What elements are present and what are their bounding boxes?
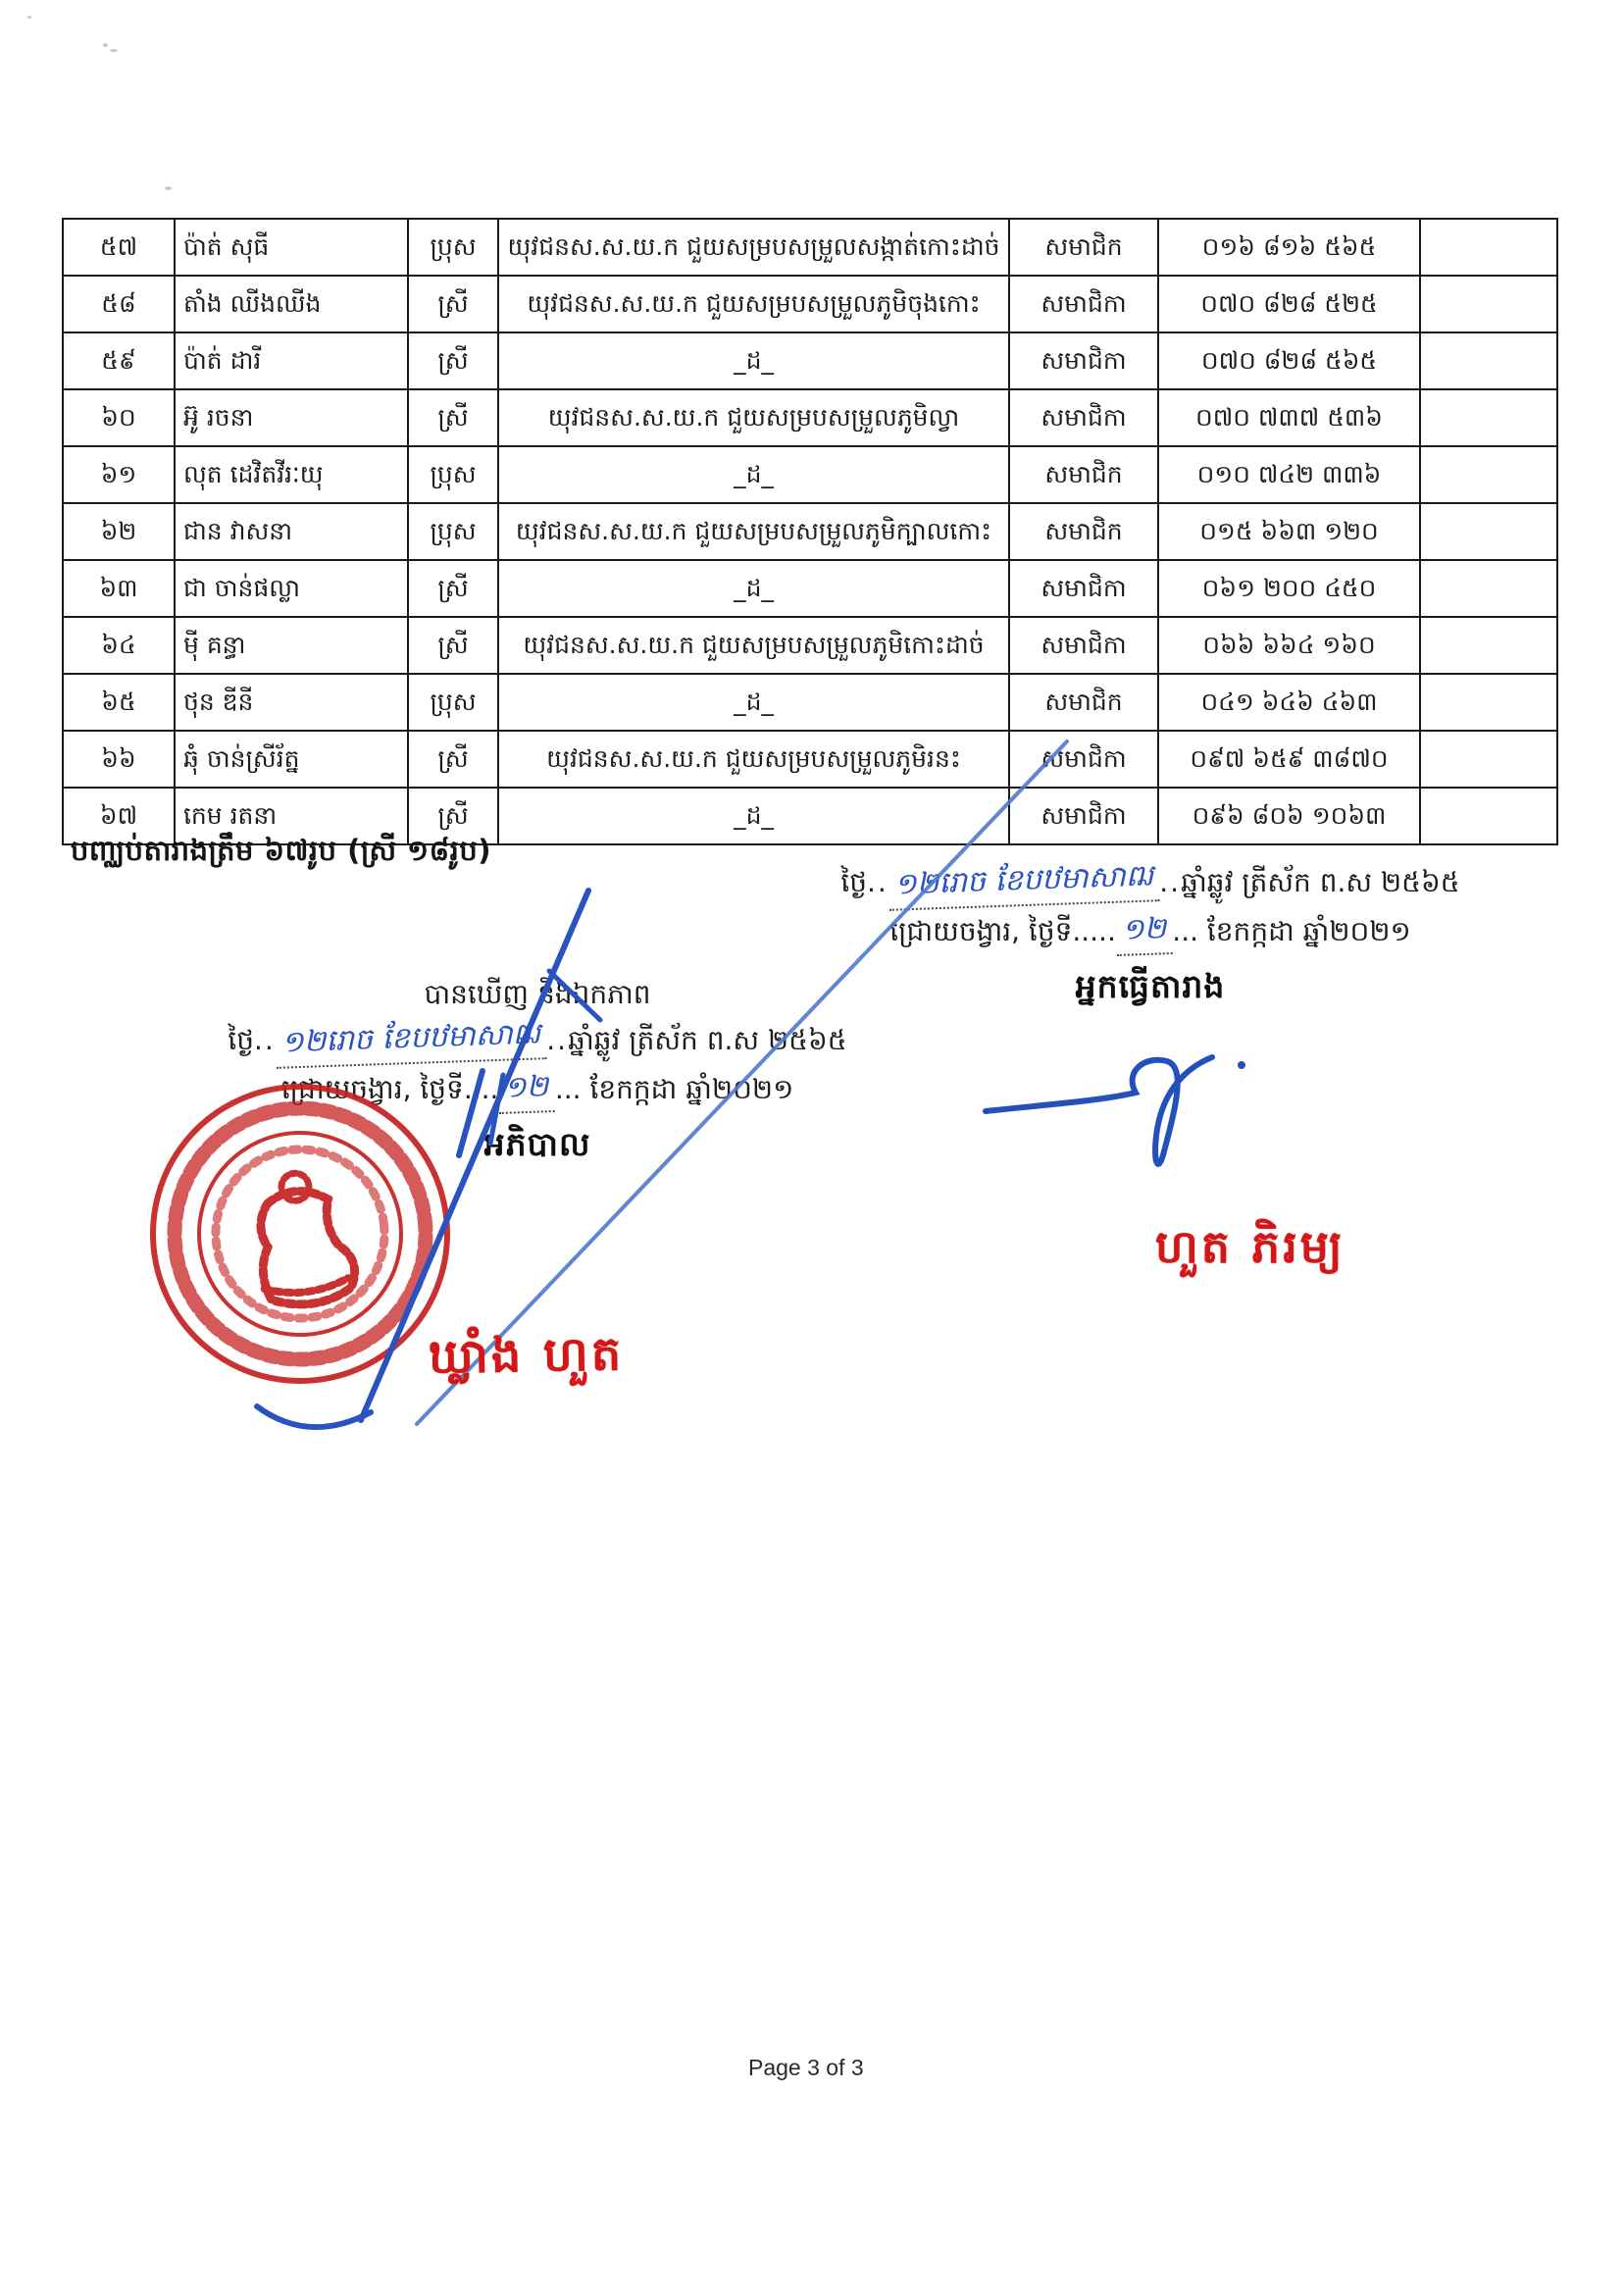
person-name: អ៊ូ រចនា: [175, 389, 408, 446]
person-name: ប៉ាត់ សុធី: [175, 219, 408, 276]
gender-cell: ស្រី: [408, 731, 498, 788]
row-number: ៦១: [63, 446, 175, 503]
table-row: [63, 219, 1557, 276]
person-name: ជា ចាន់ផល្លា: [175, 560, 408, 617]
organization-cell: យុវជនស.ស.យ.ក ជួយសម្របសម្រួលភូមិកោះដាច់: [498, 617, 1009, 674]
person-name: កេម រតនា: [175, 788, 408, 844]
table-row: [63, 674, 1557, 731]
scan-speck: [110, 49, 118, 52]
place-date-line: [812, 912, 1489, 957]
date-suffix: ឆ្នាំឆ្លូវ ត្រីស័ក ព.ស ២៥៦៥: [1181, 866, 1460, 898]
organization-cell: _ដ_: [498, 674, 1009, 731]
empty-cell: [1420, 276, 1557, 332]
role-cell: សមាជិកា: [1009, 389, 1158, 446]
gender-cell: ប្រុស: [408, 674, 498, 731]
row-number: ៦៥: [63, 674, 175, 731]
gender-cell: ស្រី: [408, 788, 498, 844]
governor-name-stamp: ឃ្លាំង ហួត: [428, 1326, 625, 1385]
place-prefix: ជ្រោយចង្វារ, ថ្ងៃទី....: [280, 1073, 499, 1105]
scan-speck: [165, 186, 172, 190]
table-maker-name-stamp: ហួត ភិរម្យ: [1155, 1220, 1345, 1273]
person-name: ប៉ាត់ ដារី: [175, 332, 408, 389]
person-name: ថុន ឌីនី: [175, 674, 408, 731]
date-suffix: ឆ្នាំឆ្លូវ ត្រីស័ក ព.ស ២៥៦៥: [568, 1024, 847, 1056]
table-maker-block: [812, 859, 1489, 1014]
phone-cell: ០១៦ ៨១៦ ៥៦៥: [1158, 219, 1420, 276]
place-suffix: ... ខែកក្កដា ឆ្នាំ២០២១: [554, 1073, 794, 1105]
row-number: ៦០: [63, 389, 175, 446]
governor-title: អភិបាល: [483, 1125, 591, 1163]
phone-cell: ០១៥ ៦៦៣ ១២០: [1158, 503, 1420, 560]
empty-cell: [1420, 446, 1557, 503]
gender-cell: ស្រី: [408, 617, 498, 674]
place-date-line: [214, 1070, 861, 1115]
role-cell: សមាជិក: [1009, 219, 1158, 276]
empty-cell: [1420, 332, 1557, 389]
organization-cell: _ដ_: [498, 446, 1009, 503]
table-row: [63, 332, 1557, 389]
organization-cell: យុវជនស.ស.យ.ក ជួយសម្របសម្រួលភូមិក្បាលកោះ: [498, 503, 1009, 560]
role-cell: សមាជិកា: [1009, 560, 1158, 617]
scan-speck: [103, 43, 108, 47]
table-row: [63, 276, 1557, 332]
phone-cell: ០៧០ ៨២៨ ៥២៥: [1158, 276, 1420, 332]
person-name: តាំង ឈីងឈីង: [175, 276, 408, 332]
row-number: ៦៣: [63, 560, 175, 617]
table-row: [63, 617, 1557, 674]
organization-cell: យុវជនស.ស.យ.ក ជួយសម្របសម្រួលភូមិរនះ: [498, 731, 1009, 788]
row-number: ៦២: [63, 503, 175, 560]
role-cell: សមាជិក: [1009, 446, 1158, 503]
table-end-summary: បញ្ឈប់តារាងត្រឹម ៦៧រូប (ស្រី ១៨រូប): [71, 834, 492, 867]
handwritten-lunar-date: ១២រោច ខែបឋមាសាឍ: [275, 1014, 547, 1069]
table-row: [63, 446, 1557, 503]
role-cell: សមាជិក: [1009, 503, 1158, 560]
date-prefix: ថ្ងៃ: [840, 866, 868, 898]
page-number: Page 3 of 3: [748, 2055, 864, 2080]
role-cell: សមាជិកា: [1009, 731, 1158, 788]
row-number: ៥៨: [63, 276, 175, 332]
role-cell: សមាជិកា: [1009, 332, 1158, 389]
person-name: មុី គន្ធា: [175, 617, 408, 674]
gender-cell: ស្រី: [408, 389, 498, 446]
table-row: [63, 560, 1557, 617]
phone-cell: ០៦១ ២០០ ៤៥០: [1158, 560, 1420, 617]
gender-cell: ស្រី: [408, 332, 498, 389]
date-prefix: ថ្ងៃ: [228, 1024, 255, 1056]
scan-speck: [27, 16, 31, 19]
person-name: លុត ដេវិតវីរៈយុ: [175, 446, 408, 503]
table-maker-signature: [986, 1057, 1212, 1164]
governor-block: [214, 973, 861, 1172]
dotted-leader: ..: [1159, 866, 1182, 898]
phone-cell: ០៤១ ៦៤៦ ៤៦៣: [1158, 674, 1420, 731]
empty-cell: [1420, 219, 1557, 276]
empty-cell: [1420, 503, 1557, 560]
row-number: ៦៦: [63, 731, 175, 788]
phone-cell: ០៩៧ ៦៥៩ ៣៨៧០: [1158, 731, 1420, 788]
organization-cell: _ដ_: [498, 560, 1009, 617]
row-number: ៦៤: [63, 617, 175, 674]
role-cell: សមាជិកា: [1009, 276, 1158, 332]
dotted-leader: ..: [867, 866, 888, 898]
row-number: ៦៧: [63, 788, 175, 844]
participants-table: [62, 218, 1558, 845]
organization-cell: _ដ_: [498, 788, 1009, 844]
handwritten-day: ១២: [498, 1067, 556, 1114]
gender-cell: ប្រុស: [408, 446, 498, 503]
empty-cell: [1420, 389, 1557, 446]
phone-cell: ០៧០ ៨២៨ ៥៦៥: [1158, 332, 1420, 389]
table-row: [63, 503, 1557, 560]
lunar-date-line: [214, 1016, 861, 1066]
gender-cell: ប្រុស: [408, 219, 498, 276]
gender-cell: ប្រុស: [408, 503, 498, 560]
phone-cell: ០៦៦ ៦៦៤ ១៦០: [1158, 617, 1420, 674]
gender-cell: ស្រី: [408, 560, 498, 617]
empty-cell: [1420, 731, 1557, 788]
phone-cell: ០៩៦ ៨០៦ ១០៦៣: [1158, 788, 1420, 844]
table-maker-title: អ្នកធ្វើតារាង: [1075, 967, 1226, 1005]
empty-cell: [1420, 560, 1557, 617]
empty-cell: [1420, 788, 1557, 844]
handwritten-lunar-date: ១២រោច ខែបឋមាសាឍ: [888, 856, 1160, 911]
organization-cell: យុវជនស.ស.យ.ក ជួយសម្របសម្រួលភូមិចុងកោះ: [498, 276, 1009, 332]
phone-cell: ០៧០ ៧៣៧ ៥៣៦: [1158, 389, 1420, 446]
phone-cell: ០១០ ៧៤២ ៣៣៦: [1158, 446, 1420, 503]
dotted-leader: ..: [254, 1024, 276, 1056]
organization-cell: _ដ_: [498, 332, 1009, 389]
dotted-leader: ..: [546, 1024, 569, 1056]
person-name: ឆុំ ចាន់ស្រីរ័ត្ន: [175, 731, 408, 788]
place-prefix: ជ្រោយចង្វារ, ថ្ងៃទី.....: [889, 915, 1116, 947]
seen-agreed-line: បានឃើញ និងឯកភាព: [424, 978, 651, 1010]
gender-cell: ស្រី: [408, 276, 498, 332]
organization-cell: យុវជនស.ស.យ.ក ជួយសម្របសម្រួលភូមិល្វា: [498, 389, 1009, 446]
row-number: ៥៧: [63, 219, 175, 276]
row-number: ៥៩: [63, 332, 175, 389]
handwritten-day: ១២: [1115, 909, 1173, 956]
lunar-date-line: [812, 858, 1489, 908]
place-suffix: ... ខែកក្កដា ឆ្នាំ២០២១: [1172, 915, 1411, 947]
role-cell: សមាជិក: [1009, 674, 1158, 731]
person-name: ជាន វាសនា: [175, 503, 408, 560]
governor-signature: [257, 1406, 371, 1427]
organization-cell: យុវជនស.ស.យ.ក ជួយសម្របសម្រួលសង្កាត់កោះដាច់: [498, 219, 1009, 276]
table-row: [63, 731, 1557, 788]
empty-cell: [1420, 674, 1557, 731]
empty-cell: [1420, 617, 1557, 674]
role-cell: សមាជិកា: [1009, 617, 1158, 674]
table-row: [63, 389, 1557, 446]
role-cell: សមាជិកា: [1009, 788, 1158, 844]
